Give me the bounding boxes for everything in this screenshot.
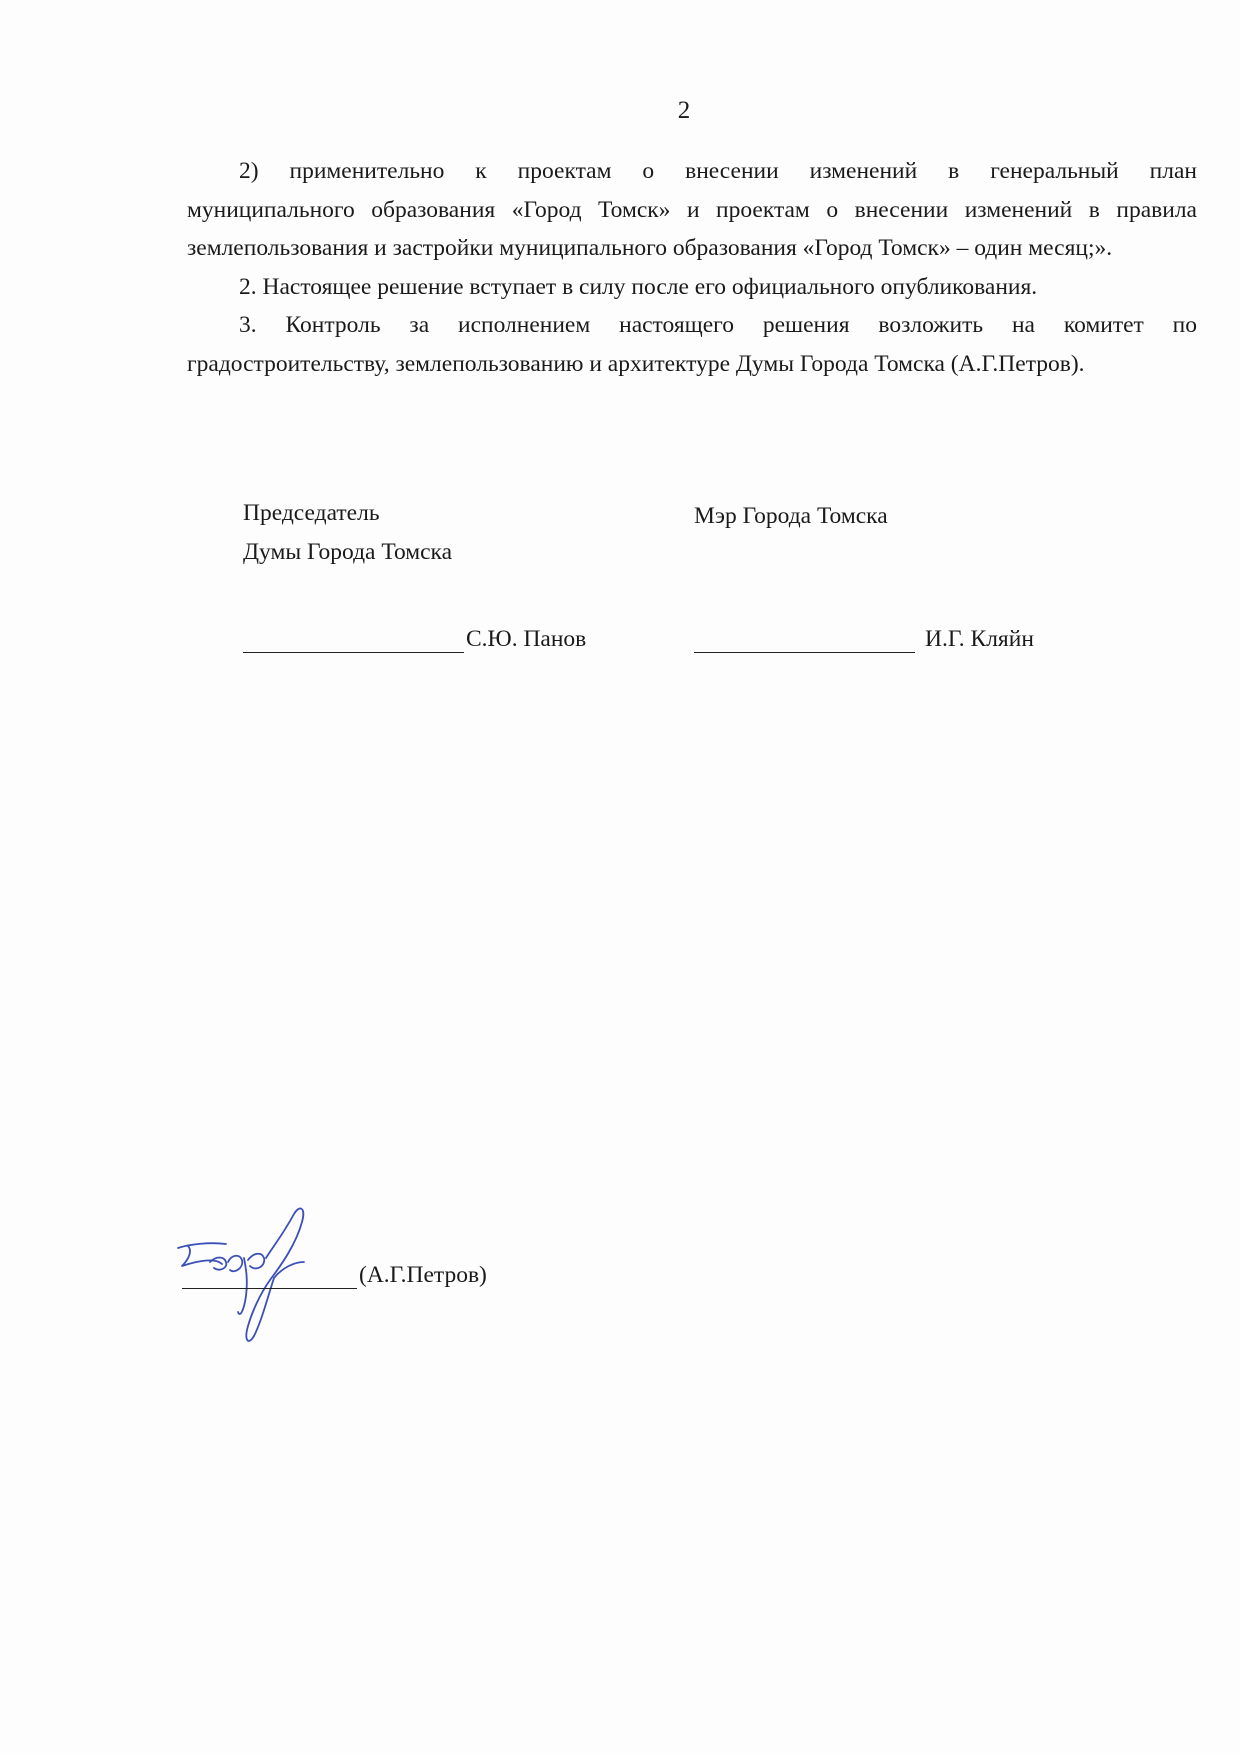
chairman-title-line1: Председатель [243,500,380,526]
chairman-title-line2: Думы Города Томска [243,538,453,565]
mayor-name: И.Г. Кляйн [925,626,1034,652]
visa-line [182,1262,487,1289]
signature-underline [694,630,915,653]
page-number: 2 [677,97,691,124]
visa-name: (А.Г.Петров) [359,1262,487,1288]
chairman-title [243,494,452,571]
paragraph-2: 2. Настоящее решение вступает в силу после его официального опубликования. [239,273,1038,300]
handwritten-signature [170,1200,370,1380]
chairman-signature-line [243,626,586,653]
mayor-title-line: Мэр Города Томска [694,503,888,529]
paragraph-3-line2: градостроительству, землепользованию и архитектуре Думы Города Томска (А.Г.Петров). [187,350,1085,377]
chairman-name: С.Ю. Панов [466,626,587,652]
mayor-title [694,497,888,536]
item2-line3: землепользования и застройки муниципального образования «Город Томск» – один месяц;». [187,235,1113,261]
paragraph-3-line1: 3. Контроль за исполнением настоящего решения возложить на комитет по [239,312,1197,338]
item2-line2: муниципального образования «Город Томск» и проектам о внесении изменений в правила [187,196,1197,223]
item2-line1: 2) применительно к проектам о внесении изменений в генеральный план [239,158,1197,184]
document-body [187,152,1197,383]
visa-underline [182,1266,357,1289]
signature-underline [243,630,464,653]
mayor-signature-line [694,626,1034,653]
